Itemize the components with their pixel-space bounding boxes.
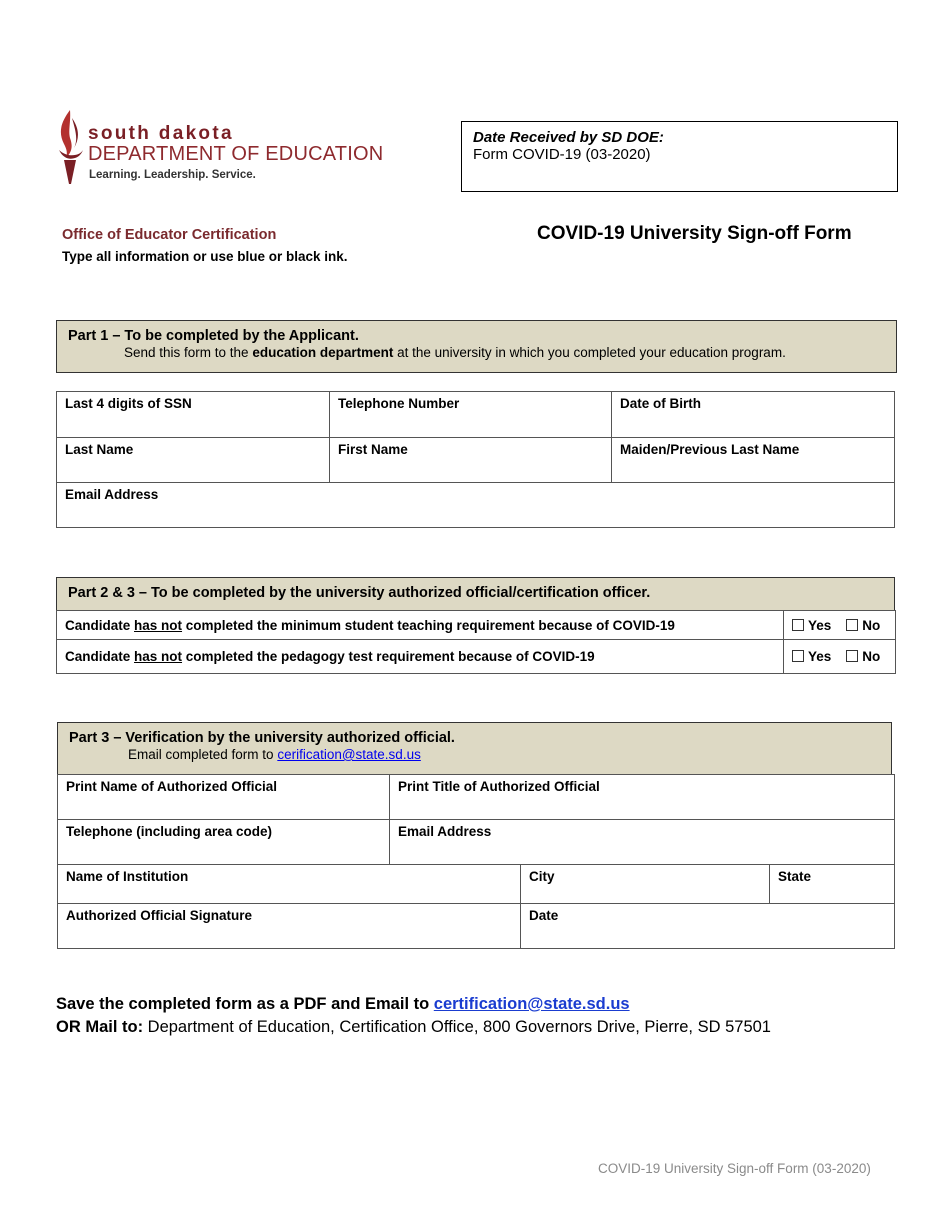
city-label: City bbox=[529, 869, 555, 884]
page-footer: COVID-19 University Sign-off Form (03-2020) bbox=[598, 1161, 871, 1176]
ink-instruction: Type all information or use blue or black ink. bbox=[62, 249, 348, 264]
no-label: No bbox=[862, 649, 881, 664]
yes-label: Yes bbox=[808, 649, 832, 664]
print-name-field[interactable] bbox=[58, 775, 390, 820]
logo-state-name: south dakota bbox=[88, 123, 234, 144]
req2-underlined: has not bbox=[134, 649, 183, 664]
state-field[interactable] bbox=[770, 865, 895, 904]
part3-sub-pre: Email completed form to bbox=[128, 747, 278, 762]
form-id-text: Form COVID-19 (03-2020) bbox=[473, 146, 651, 163]
first-name-field[interactable] bbox=[330, 438, 612, 483]
last-name-label: Last Name bbox=[65, 442, 134, 457]
mail-address: Department of Education, Certification Office, 800 Governors Drive, Pierre, SD 57501 bbox=[143, 1018, 771, 1036]
certification-email-link[interactable]: certification@state.sd.us bbox=[433, 995, 630, 1013]
teaching-no-checkbox[interactable] bbox=[846, 618, 880, 633]
part3-subheading bbox=[128, 747, 880, 762]
requirement-row-pedagogy bbox=[57, 640, 784, 674]
ssn-field[interactable] bbox=[57, 392, 330, 438]
signature-label: Authorized Official Signature bbox=[66, 908, 253, 923]
official-info-table-top bbox=[57, 774, 895, 865]
teaching-yes-checkbox[interactable] bbox=[792, 618, 831, 633]
institution-label: Name of Institution bbox=[66, 869, 189, 884]
applicant-email-label: Email Address bbox=[65, 487, 159, 502]
official-telephone-field[interactable] bbox=[58, 820, 390, 865]
part1-sub-bold: education department bbox=[252, 345, 394, 360]
print-title-label: Print Title of Authorized Official bbox=[398, 779, 600, 794]
part1-header bbox=[56, 320, 897, 373]
maiden-name-label: Maiden/Previous Last Name bbox=[620, 442, 800, 457]
checkbox-icon bbox=[792, 619, 804, 631]
checkbox-icon bbox=[792, 650, 804, 662]
logo-department-name: DEPARTMENT OF EDUCATION bbox=[88, 143, 384, 165]
first-name-label: First Name bbox=[338, 442, 408, 457]
phone-label: Telephone Number bbox=[338, 396, 460, 411]
pedagogy-no-checkbox[interactable] bbox=[846, 649, 880, 664]
torch-logo-icon bbox=[55, 108, 85, 186]
date-received-label: Date Received by SD DOE: bbox=[473, 129, 664, 146]
mail-instruction bbox=[56, 1018, 771, 1037]
part3-header bbox=[57, 722, 892, 775]
page-title: COVID-19 University Sign-off Form bbox=[537, 223, 852, 244]
req2-pre: Candidate bbox=[65, 649, 135, 664]
last-name-field[interactable] bbox=[57, 438, 330, 483]
teaching-yes-no bbox=[784, 611, 896, 640]
part2-header bbox=[56, 577, 895, 611]
part3-email-link[interactable]: cerification@state.sd.us bbox=[277, 747, 421, 762]
official-email-field[interactable] bbox=[390, 820, 895, 865]
dob-field[interactable] bbox=[612, 392, 895, 438]
official-email-label: Email Address bbox=[398, 824, 492, 839]
applicant-email-field[interactable] bbox=[57, 483, 895, 528]
checkbox-icon bbox=[846, 619, 858, 631]
state-label: State bbox=[778, 869, 812, 884]
city-field[interactable] bbox=[521, 865, 770, 904]
date-received-box bbox=[461, 121, 898, 192]
ssn-label: Last 4 digits of SSN bbox=[65, 396, 192, 411]
phone-field[interactable] bbox=[330, 392, 612, 438]
checkbox-icon bbox=[846, 650, 858, 662]
pedagogy-yes-checkbox[interactable] bbox=[792, 649, 831, 664]
part1-subheading bbox=[124, 345, 885, 360]
mail-label: OR Mail to: bbox=[56, 1018, 144, 1036]
part3-heading: Part 3 – Verification by the university authorized official. bbox=[69, 730, 455, 746]
applicant-info-table bbox=[56, 391, 895, 528]
req1-post: completed the minimum student teaching requirement because of COVID-19 bbox=[182, 617, 675, 633]
req1-pre: Candidate bbox=[65, 617, 135, 633]
req2-post: completed the pedagogy test requirement because of COVID-19 bbox=[182, 649, 595, 664]
print-title-field[interactable] bbox=[390, 775, 895, 820]
part1-sub-post: at the university in which you completed your education program. bbox=[393, 345, 786, 360]
pedagogy-yes-no bbox=[784, 640, 896, 674]
signature-date-field[interactable] bbox=[521, 904, 895, 949]
official-telephone-label: Telephone (including area code) bbox=[66, 824, 273, 839]
req1-underlined: has not bbox=[134, 617, 183, 633]
no-label: No bbox=[862, 617, 881, 633]
print-name-label: Print Name of Authorized Official bbox=[66, 779, 278, 794]
save-instruction bbox=[56, 995, 630, 1014]
office-name: Office of Educator Certification bbox=[62, 227, 277, 243]
logo-tagline: Learning. Leadership. Service. bbox=[89, 169, 256, 181]
maiden-name-field[interactable] bbox=[612, 438, 895, 483]
institution-field[interactable] bbox=[58, 865, 521, 904]
requirements-table bbox=[56, 610, 896, 674]
part1-sub-pre: Send this form to the bbox=[124, 345, 253, 360]
save-pre: Save the completed form as a PDF and Email to bbox=[56, 995, 434, 1013]
requirement-row-teaching bbox=[57, 611, 784, 640]
part2-heading: Part 2 & 3 – To be completed by the university authorized official/certification officer. bbox=[68, 585, 651, 601]
signature-field[interactable] bbox=[58, 904, 521, 949]
part1-heading: Part 1 – To be completed by the Applicant. bbox=[68, 328, 359, 344]
yes-label: Yes bbox=[808, 617, 832, 633]
signature-date-label: Date bbox=[529, 908, 559, 923]
dob-label: Date of Birth bbox=[620, 396, 701, 411]
official-info-table-bottom bbox=[57, 864, 895, 949]
